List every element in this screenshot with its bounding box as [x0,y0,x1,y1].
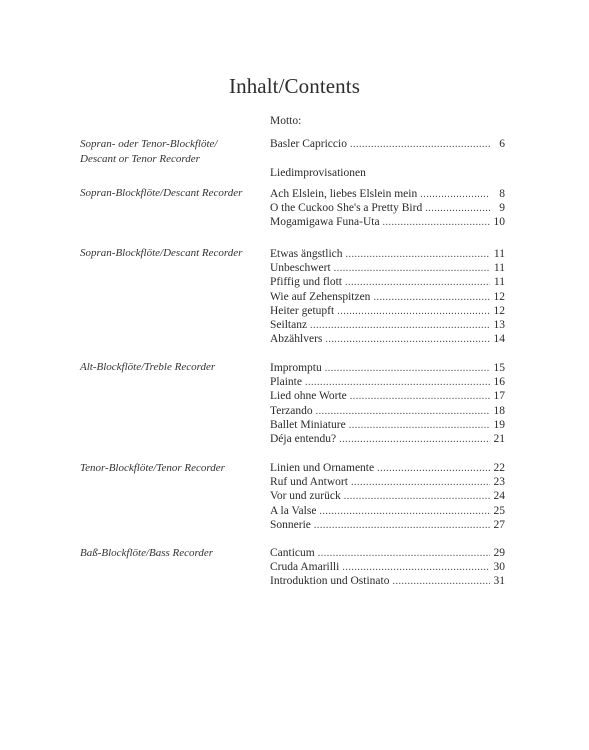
entry-title: Mogamigawa Funa-Uta [270,216,380,229]
leader-dots [420,188,490,202]
entry-page: 19 [493,418,505,431]
toc-entry-list [270,461,505,532]
toc-entry[interactable] [270,261,505,275]
toc-entry[interactable] [270,461,505,475]
instrument-label: Sopran-Blockflöte/Descant Recorder [80,187,243,199]
leader-dots [316,405,490,419]
entry-page: 12 [493,290,505,303]
leader-dots [319,505,490,519]
leader-dots [425,202,490,216]
entry-page: 10 [493,216,505,229]
leader-dots [349,419,490,433]
entry-page: 31 [493,575,505,588]
toc-entry[interactable] [270,389,505,403]
entry-page: 29 [493,547,505,559]
entry-page: 8 [499,188,505,200]
toc-entry[interactable] [270,187,505,201]
toc-entry-list [270,247,505,346]
entry-title: Ruf und Antwort [270,476,348,489]
leader-dots [325,362,490,376]
toc-entry[interactable] [270,201,505,215]
entry-title: Impromptu [270,362,322,374]
leader-dots [334,262,490,276]
entry-page: 24 [493,490,505,503]
toc-entry[interactable] [270,361,505,375]
toc-entry[interactable] [270,560,505,574]
entry-title: Unbeschwert [270,262,331,275]
toc-entry[interactable] [270,546,505,560]
instrument-label: Alt-Blockflöte/Treble Recorder [80,361,216,373]
entry-page: 14 [493,333,505,346]
toc-entry-list [270,137,505,151]
entry-page: 25 [493,504,505,517]
instrument-label: Baß-Blockflöte/Bass Recorder [80,547,214,559]
entry-title: Basler Capriccio [270,138,347,150]
toc-entry[interactable] [270,318,505,332]
leader-dots [346,248,491,262]
section-heading-motto: Motto: [270,115,302,127]
toc-entry[interactable] [270,418,505,432]
entry-page: 23 [493,476,505,489]
entry-page: 13 [493,318,505,331]
toc-entry-list [270,546,505,589]
entry-title: Sonnerie [270,518,311,531]
toc-entry-list [270,361,505,446]
leader-dots [310,319,490,333]
entry-page: 22 [493,462,505,474]
entry-title: Seiltanz [270,318,308,331]
entry-title: Linien und Ornamente [270,462,375,474]
entry-title: Introduktion und Ostinato [270,575,390,588]
leader-dots [377,462,490,476]
toc-entry[interactable] [270,247,505,261]
entry-title: Cruda Amarilli [270,561,340,574]
toc-entry[interactable] [270,489,505,503]
leader-dots [318,547,490,561]
entry-title: Plainte [270,376,302,389]
entry-title: Terzando [270,404,313,417]
toc-entry[interactable] [270,332,505,346]
entry-page: 15 [493,362,505,374]
entry-title: Ach Elslein, liebes Elslein mein [270,188,418,200]
leader-dots [345,276,490,290]
entry-title: Ballet Miniature [270,418,346,431]
entry-title: Wie auf Zehenspitzen [270,290,371,303]
instrument-label: Tenor-Blockflöte/Tenor Recorder [80,462,225,474]
entry-title: Lied ohne Worte [270,390,347,403]
toc-entry[interactable] [270,275,505,289]
leader-dots [339,433,490,447]
page-title: Inhalt/Contents [229,74,360,98]
toc-entry[interactable] [270,290,505,304]
instrument-label: Sopran-Blockflöte/Descant Recorder [80,247,243,259]
entry-page: 30 [493,561,505,574]
entry-page: 11 [493,262,505,275]
toc-entry[interactable] [270,215,505,229]
leader-dots [373,291,490,305]
toc-entry-list [270,187,505,230]
leader-dots [350,390,490,404]
entry-title: A la Valse [270,504,317,517]
entry-title: Heiter getupft [270,304,335,317]
leader-dots [351,476,490,490]
leader-dots [305,376,490,390]
entry-title: Canticum [270,547,315,559]
entry-page: 11 [493,276,505,289]
toc-entry[interactable] [270,432,505,446]
toc-entry[interactable] [270,504,505,518]
leader-dots [392,575,490,589]
toc-entry[interactable] [270,304,505,318]
entry-title: Vor und zurück [270,490,341,503]
entry-title: Déja entendu? [270,432,337,445]
leader-dots [344,490,490,504]
entry-page: 21 [493,432,505,445]
entry-page: 18 [493,404,505,417]
toc-entry[interactable] [270,518,505,532]
entry-page: 9 [499,202,505,215]
leader-dots [314,519,490,533]
leader-dots [337,305,490,319]
toc-entry[interactable] [270,137,505,151]
entry-title: Pfiffig und flott [270,276,342,289]
toc-entry[interactable] [270,574,505,588]
instrument-label: Sopran- oder Tenor-Blockflöte/ Descant or Tenor Recorder [80,138,218,165]
entry-page: 17 [493,390,505,403]
leader-dots [350,138,490,152]
toc-entry[interactable] [270,404,505,418]
section-heading-liedimprovisationen: Liedimprovisationen [270,167,366,179]
entry-title: Abzählvers [270,333,323,346]
leader-dots [342,561,490,575]
entry-title: O the Cuckoo She's a Pretty Bird [270,202,423,215]
leader-dots [325,333,490,347]
entry-page: 16 [493,376,505,389]
toc-entry[interactable] [270,475,505,489]
entry-page: 11 [493,248,505,260]
leader-dots [383,216,490,230]
toc-entry[interactable] [270,375,505,389]
entry-page: 6 [499,138,505,150]
entry-page: 27 [493,518,505,531]
entry-page: 12 [493,304,505,317]
entry-title: Etwas ängstlich [270,248,343,260]
